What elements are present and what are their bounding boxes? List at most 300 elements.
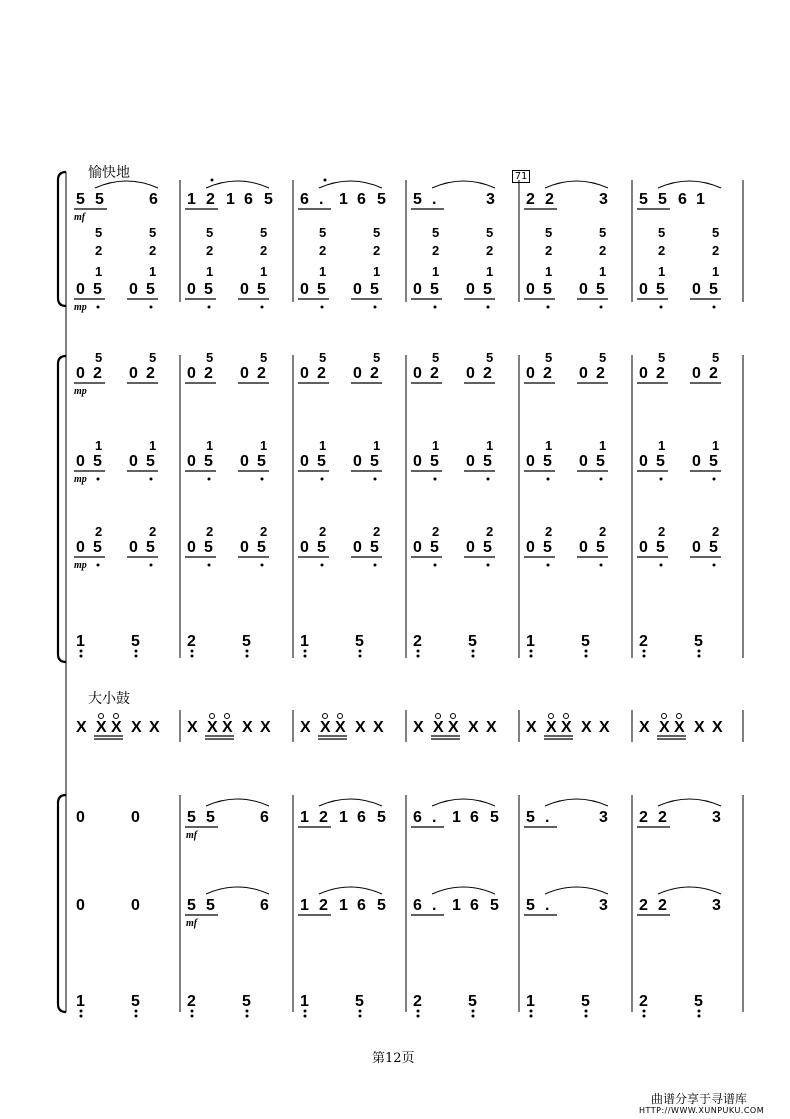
accomp-note: 0	[129, 281, 138, 298]
accomp-note: 5	[257, 539, 266, 556]
accomp-note: 0	[129, 453, 138, 470]
accomp-note: 5	[656, 453, 665, 470]
accomp-upper: 1	[95, 438, 103, 453]
octave-dot	[80, 1010, 83, 1013]
melody-note: 3	[712, 809, 721, 826]
chord-note: 1	[658, 264, 666, 279]
melody-note: 6	[470, 897, 479, 914]
melody-note: 5	[187, 897, 196, 914]
melody-note: 3	[599, 809, 608, 826]
accomp-note: 0	[526, 281, 535, 298]
accomp-note: 0	[240, 365, 249, 382]
octave-dot	[417, 655, 420, 658]
accomp-note: 0	[353, 453, 362, 470]
chord-note: 1	[95, 264, 103, 279]
octave-dot	[135, 1010, 138, 1013]
accomp-upper: 2	[206, 524, 214, 539]
melody-note: 5	[490, 897, 499, 914]
open-mark	[323, 714, 328, 719]
bass-note: 5	[468, 633, 477, 650]
octave-dot	[208, 306, 211, 309]
octave-dot	[374, 564, 377, 567]
percussion-hit: X	[222, 719, 233, 736]
accomp-note: 0	[300, 539, 309, 556]
accomp-upper: 2	[373, 524, 381, 539]
accomp-note: 0	[413, 453, 422, 470]
accomp-note: 0	[579, 281, 588, 298]
accomp-note: 5	[709, 281, 718, 298]
chord-note: 5	[260, 225, 268, 240]
accomp-note: 0	[413, 365, 422, 382]
chord-note: 5	[319, 225, 327, 240]
percussion-hit: X	[335, 719, 346, 736]
percussion-hit: X	[149, 719, 160, 736]
bass-note: 5	[694, 633, 703, 650]
octave-dot	[304, 650, 307, 653]
octave-dot	[359, 1010, 362, 1013]
accomp-upper: 2	[149, 524, 157, 539]
octave-dot	[547, 478, 550, 481]
chord-note: 1	[486, 264, 494, 279]
accomp-note: 0	[187, 453, 196, 470]
melody-note: 5	[264, 191, 273, 208]
accomp-upper: 1	[599, 438, 607, 453]
octave-dot	[530, 1010, 533, 1013]
accomp-note: 5	[543, 453, 552, 470]
percussion-label: 大小鼓	[88, 691, 130, 707]
octave-dot	[417, 650, 420, 653]
accomp-note: 0	[76, 365, 85, 382]
slur	[658, 887, 721, 894]
rest: 0	[76, 897, 85, 914]
octave-dot	[374, 478, 377, 481]
octave-dot	[135, 650, 138, 653]
bass-note: 5	[131, 993, 140, 1010]
accomp-note: 0	[526, 365, 535, 382]
melody-note: 2	[658, 809, 667, 826]
bass-note: 5	[131, 633, 140, 650]
chord-note: 1	[206, 264, 214, 279]
melody-note: 3	[599, 897, 608, 914]
melody-note: 5	[95, 191, 104, 208]
accomp-upper: 5	[319, 350, 327, 365]
melody-note: 2	[319, 809, 328, 826]
chord-note: 2	[712, 243, 720, 258]
melody-note: 5	[206, 897, 215, 914]
accomp-note: 5	[430, 281, 439, 298]
accomp-note: 5	[483, 539, 492, 556]
accomp-note: 5	[204, 281, 213, 298]
octave-dot	[191, 1010, 194, 1013]
rehearsal-mark: 71	[512, 170, 530, 183]
octave-dot	[417, 1015, 420, 1018]
octave-dot	[80, 655, 83, 658]
octave-dot	[135, 1015, 138, 1018]
melody-note: 1	[226, 191, 235, 208]
accomp-upper: 5	[486, 350, 494, 365]
melody-note: .	[319, 191, 324, 208]
melody-note: 6	[244, 191, 253, 208]
accomp-note: 5	[204, 453, 213, 470]
slur	[319, 181, 382, 188]
octave-dot	[417, 1010, 420, 1013]
melody-note: 5	[76, 191, 85, 208]
percussion-hit: X	[96, 719, 107, 736]
octave-dot	[304, 655, 307, 658]
accomp-upper: 1	[319, 438, 327, 453]
accomp-upper: 2	[486, 524, 494, 539]
chord-note: 2	[373, 243, 381, 258]
percussion-hit: X	[242, 719, 253, 736]
accomp-note: 0	[353, 539, 362, 556]
octave-dot	[434, 564, 437, 567]
accomp-note: 5	[709, 453, 718, 470]
melody-note: 5	[187, 809, 196, 826]
dynamic-mp: mp	[74, 474, 87, 485]
percussion-hit: X	[599, 719, 610, 736]
chord-note: 1	[545, 264, 553, 279]
slur	[658, 799, 721, 806]
octave-dot	[434, 478, 437, 481]
chord-note: 2	[260, 243, 268, 258]
octave-dot	[191, 650, 194, 653]
chord-note: 5	[599, 225, 607, 240]
accomp-upper: 5	[95, 350, 103, 365]
percussion-hit: X	[712, 719, 723, 736]
octave-dot	[261, 306, 264, 309]
slur	[545, 887, 608, 894]
accomp-upper: 1	[432, 438, 440, 453]
octave-dot	[321, 478, 324, 481]
accomp-note: 5	[596, 281, 605, 298]
melody-note: .	[545, 809, 550, 826]
accomp-note: 2	[430, 365, 439, 382]
accomp-note: 5	[430, 453, 439, 470]
dynamic-mp: mp	[74, 560, 87, 571]
percussion-hit: X	[694, 719, 705, 736]
accomp-upper: 1	[260, 438, 268, 453]
bass-note: 2	[413, 633, 422, 650]
percussion-hit: X	[111, 719, 122, 736]
accomp-note: 0	[76, 281, 85, 298]
octave-dot	[585, 655, 588, 658]
melody-note: 3	[712, 897, 721, 914]
bass-note: 1	[300, 993, 309, 1010]
bass-note: 1	[526, 633, 535, 650]
accomp-note: 0	[187, 281, 196, 298]
accomp-upper: 2	[319, 524, 327, 539]
melody-note: 6	[413, 809, 422, 826]
accomp-note: 0	[692, 365, 701, 382]
octave-dot	[97, 564, 100, 567]
chord-note: 5	[373, 225, 381, 240]
melody-note: 1	[696, 191, 705, 208]
octave-dot	[660, 478, 663, 481]
octave-dot	[321, 564, 324, 567]
bass-note: 1	[76, 993, 85, 1010]
accomp-upper: 5	[206, 350, 214, 365]
accomp-note: 0	[353, 281, 362, 298]
percussion-hit: X	[433, 719, 444, 736]
dynamic-mp: mp	[74, 302, 87, 313]
accomp-note: 5	[257, 281, 266, 298]
accomp-note: 2	[709, 365, 718, 382]
rest: 0	[131, 809, 140, 826]
accomp-note: 0	[187, 365, 196, 382]
melody-note: .	[545, 897, 550, 914]
accomp-note: 0	[692, 281, 701, 298]
rest: 0	[131, 897, 140, 914]
accomp-note: 2	[596, 365, 605, 382]
octave-dot	[246, 650, 249, 653]
open-mark	[564, 714, 569, 719]
octave-dot	[472, 655, 475, 658]
melody-note: .	[432, 897, 437, 914]
slur	[545, 181, 608, 188]
percussion-hit: X	[639, 719, 650, 736]
accomp-note: 0	[129, 365, 138, 382]
bass-note: 5	[694, 993, 703, 1010]
octave-dot	[487, 478, 490, 481]
octave-dot	[97, 478, 100, 481]
accomp-upper: 2	[599, 524, 607, 539]
percussion-hit: X	[300, 719, 311, 736]
octave-dot	[660, 564, 663, 567]
accomp-note: 0	[76, 453, 85, 470]
octave-dot	[191, 655, 194, 658]
octave-dot	[324, 179, 327, 182]
accomp-note: 5	[146, 453, 155, 470]
melody-note: 5	[658, 191, 667, 208]
melody-note: 6	[260, 897, 269, 914]
accomp-note: 5	[93, 281, 102, 298]
accomp-note: 0	[413, 281, 422, 298]
bass-note: 5	[355, 993, 364, 1010]
melody-note: 6	[357, 191, 366, 208]
octave-dot	[698, 650, 701, 653]
melody-note: 5	[377, 897, 386, 914]
octave-dot	[80, 650, 83, 653]
octave-dot	[211, 179, 214, 182]
accomp-note: 5	[483, 281, 492, 298]
slur	[319, 887, 382, 894]
bass-note: 5	[242, 633, 251, 650]
open-mark	[225, 714, 230, 719]
octave-dot	[698, 1010, 701, 1013]
slur	[206, 887, 269, 894]
open-mark	[338, 714, 343, 719]
accomp-upper: 5	[658, 350, 666, 365]
chord-note: 5	[486, 225, 494, 240]
accomp-upper: 1	[373, 438, 381, 453]
watermark-text: 曲谱分享于寻谱库	[651, 1092, 748, 1106]
bass-note: 1	[300, 633, 309, 650]
accomp-note: 5	[93, 453, 102, 470]
octave-dot	[547, 306, 550, 309]
melody-note: 2	[319, 897, 328, 914]
percussion-hit: X	[526, 719, 537, 736]
accomp-note: 0	[526, 453, 535, 470]
accomp-upper: 2	[432, 524, 440, 539]
accomp-upper: 5	[260, 350, 268, 365]
octave-dot	[135, 655, 138, 658]
open-mark	[451, 714, 456, 719]
dynamic-mf: mf	[186, 830, 198, 841]
bass-note: 2	[187, 633, 196, 650]
melody-note: 2	[639, 897, 648, 914]
accomp-note: 5	[370, 281, 379, 298]
octave-dot	[698, 655, 701, 658]
accomp-note: 0	[466, 453, 475, 470]
octave-dot	[713, 564, 716, 567]
octave-dot	[150, 306, 153, 309]
accomp-note: 0	[466, 281, 475, 298]
accomp-note: 0	[240, 281, 249, 298]
accomp-note: 5	[596, 539, 605, 556]
octave-dot	[97, 306, 100, 309]
octave-dot	[713, 478, 716, 481]
percussion-hit: X	[581, 719, 592, 736]
octave-dot	[585, 650, 588, 653]
octave-dot	[150, 478, 153, 481]
chord-note: 1	[149, 264, 157, 279]
octave-dot	[698, 1015, 701, 1018]
accomp-upper: 2	[260, 524, 268, 539]
octave-dot	[600, 478, 603, 481]
accomp-upper: 1	[545, 438, 553, 453]
octave-dot	[660, 306, 663, 309]
chord-note: 5	[712, 225, 720, 240]
bass-note: 2	[639, 993, 648, 1010]
percussion-hit: X	[659, 719, 670, 736]
accomp-note: 5	[204, 539, 213, 556]
bass-note: 5	[581, 993, 590, 1010]
percussion-hit: X	[207, 719, 218, 736]
melody-note: 6	[357, 897, 366, 914]
accomp-note: 0	[692, 453, 701, 470]
accomp-note: 0	[353, 365, 362, 382]
percussion-hit: X	[320, 719, 331, 736]
accomp-note: 5	[317, 539, 326, 556]
melody-note: 5	[377, 809, 386, 826]
octave-dot	[472, 650, 475, 653]
slur	[319, 799, 382, 806]
melody-note: 1	[339, 191, 348, 208]
slur	[658, 181, 721, 188]
melody-note: 5	[377, 191, 386, 208]
chord-note: 1	[373, 264, 381, 279]
accomp-note: 2	[656, 365, 665, 382]
octave-dot	[487, 306, 490, 309]
slur	[545, 799, 608, 806]
accomp-upper: 2	[545, 524, 553, 539]
octave-dot	[246, 1010, 249, 1013]
octave-dot	[359, 1015, 362, 1018]
slur	[432, 887, 495, 894]
octave-dot	[600, 564, 603, 567]
melody-note: 5	[413, 191, 422, 208]
chord-note: 2	[149, 243, 157, 258]
accomp-note: 5	[370, 453, 379, 470]
accomp-note: 0	[692, 539, 701, 556]
accomp-upper: 1	[149, 438, 157, 453]
percussion-hit: X	[468, 719, 479, 736]
accomp-note: 5	[483, 453, 492, 470]
accomp-note: 0	[639, 281, 648, 298]
octave-dot	[374, 306, 377, 309]
accomp-note: 0	[300, 281, 309, 298]
slur	[432, 181, 495, 188]
bass-note: 5	[468, 993, 477, 1010]
rest: 0	[76, 809, 85, 826]
accomp-note: 5	[317, 453, 326, 470]
accomp-upper: 2	[712, 524, 720, 539]
slur	[206, 181, 269, 188]
dynamic-mf: mf	[186, 918, 198, 929]
melody-note: 5	[526, 897, 535, 914]
chord-note: 5	[545, 225, 553, 240]
accomp-note: 5	[543, 281, 552, 298]
chord-note: 2	[319, 243, 327, 258]
accomp-note: 0	[187, 539, 196, 556]
watermark-url: HTTP://WWW.XUNPUKU.COM	[639, 1106, 765, 1115]
octave-dot	[246, 655, 249, 658]
melody-note: 1	[187, 191, 196, 208]
accomp-note: 0	[413, 539, 422, 556]
chord-note: 5	[658, 225, 666, 240]
accomp-note: 2	[370, 365, 379, 382]
accomp-note: 2	[257, 365, 266, 382]
octave-dot	[472, 1010, 475, 1013]
accomp-note: 5	[93, 539, 102, 556]
bass-note: 1	[76, 633, 85, 650]
melody-note: 6	[149, 191, 158, 208]
melody-note: 1	[339, 897, 348, 914]
accomp-note: 0	[466, 365, 475, 382]
accomp-note: 5	[146, 281, 155, 298]
slur	[206, 799, 269, 806]
melody-note: 3	[486, 191, 495, 208]
accomp-upper: 1	[206, 438, 214, 453]
percussion-hit: X	[413, 719, 424, 736]
octave-dot	[547, 564, 550, 567]
octave-dot	[208, 564, 211, 567]
chord-note: 5	[206, 225, 214, 240]
melody-note: 6	[260, 809, 269, 826]
octave-dot	[472, 1015, 475, 1018]
octave-dot	[530, 655, 533, 658]
octave-dot	[208, 478, 211, 481]
accomp-note: 0	[639, 453, 648, 470]
chord-note: 1	[260, 264, 268, 279]
accomp-note: 0	[129, 539, 138, 556]
melody-note: 2	[545, 191, 554, 208]
open-mark	[99, 714, 104, 719]
slur	[95, 181, 158, 188]
chord-note: 2	[432, 243, 440, 258]
accomp-upper: 2	[95, 524, 103, 539]
melody-note: 5	[639, 191, 648, 208]
chord-note: 2	[95, 243, 103, 258]
tempo-marking: 愉快地	[88, 165, 130, 181]
accomp-upper: 1	[658, 438, 666, 453]
octave-dot	[713, 306, 716, 309]
accomp-note: 0	[526, 539, 535, 556]
octave-dot	[261, 478, 264, 481]
accomp-note: 0	[300, 453, 309, 470]
melody-note: 2	[639, 809, 648, 826]
accomp-note: 0	[76, 539, 85, 556]
